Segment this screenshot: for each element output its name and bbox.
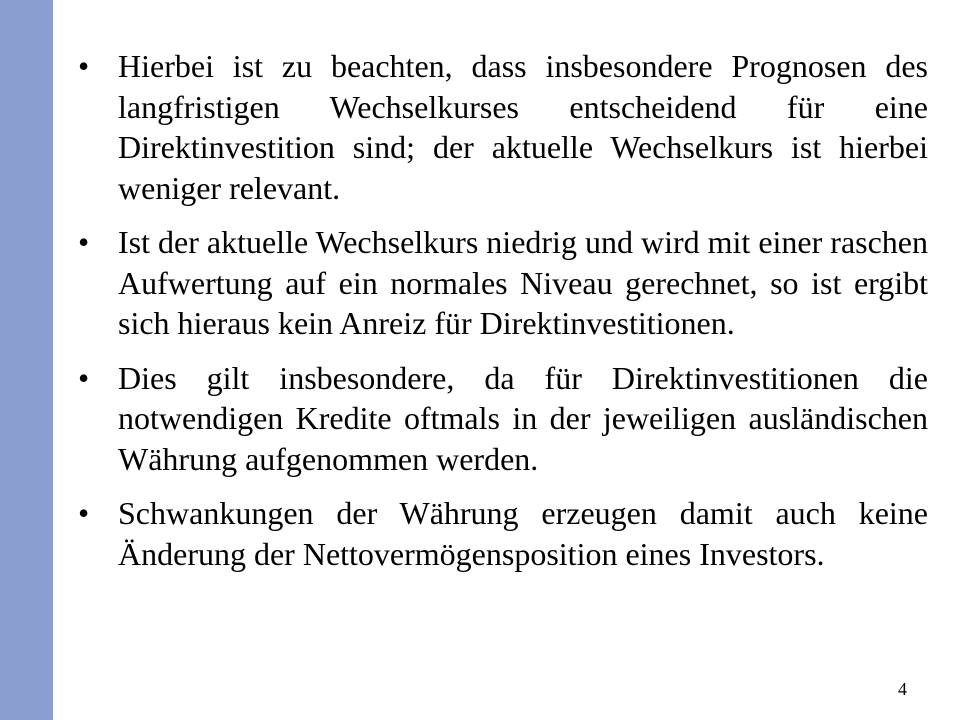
bullet-text: Dies gilt insbesondere, da für Direktinvestitionen die notwendigen Kredite oftmals in der jeweiligen ausländischen Währung aufgenommen werden.: [118, 359, 928, 477]
bullet-text: Hierbei ist zu beachten, dass insbesondere Prognosen des langfristigen Wechselkurses entscheidend für eine Direktinvestition sind; der aktuelle Wechselkurs ist hierbei weniger relevant.: [118, 48, 928, 206]
page-number: 4: [898, 679, 907, 699]
bullet-icon: •: [78, 48, 90, 84]
bullet-item: [78, 358, 928, 480]
bullet-item: [78, 493, 928, 574]
bullet-icon: •: [78, 495, 90, 531]
bullet-text: Schwankungen der Währung erzeugen damit auch keine Änderung der Nettovermögensposition eines Investors.: [118, 495, 928, 572]
bullet-icon: •: [78, 359, 90, 396]
bullet-text: Ist der aktuelle Wechselkurs niedrig und wird mit einer raschen Aufwertung auf ein normales Niveau gerechnet, so ist ergibt sich hieraus kein Anreiz für Direktinvestitionen.: [118, 224, 928, 341]
bullet-item: [78, 46, 928, 208]
bullet-icon: •: [78, 224, 90, 260]
bullet-item: [78, 222, 928, 344]
side-bar: [0, 0, 53, 720]
bullet-list: [78, 46, 928, 574]
